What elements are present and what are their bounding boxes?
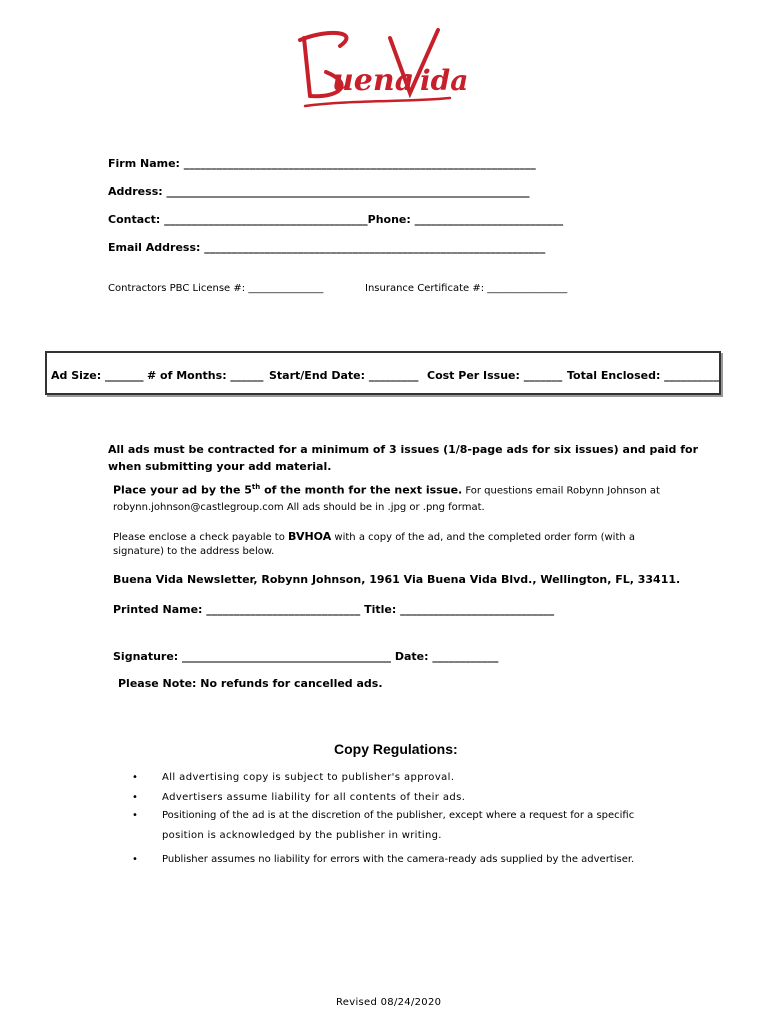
placement-deadline bbox=[113, 483, 660, 497]
placement-bold-pre: Place your ad by the 5 bbox=[113, 483, 252, 497]
copy-regulations-heading: Copy Regulations: bbox=[334, 741, 458, 757]
cost-per-issue-field[interactable]: Cost Per Issue: _______ bbox=[427, 369, 563, 382]
ad-details-box bbox=[45, 351, 721, 395]
email-address-field[interactable]: Email Address: ______________________________________________________________ bbox=[108, 241, 546, 254]
check-instructions-line-2: signature) to the address below. bbox=[113, 546, 275, 557]
signature-date-field[interactable]: Signature: ______________________________________ Date: ____________ bbox=[113, 650, 499, 663]
placement-rest: For questions email Robynn Johnson at bbox=[462, 485, 660, 497]
license-field[interactable]: Contractors PBC License #: _______________ bbox=[108, 283, 324, 294]
bullet-1: • bbox=[132, 772, 138, 783]
bullet-4: • bbox=[132, 854, 138, 865]
insurance-field[interactable]: Insurance Certificate #: ________________ bbox=[365, 283, 568, 294]
address-field[interactable]: Address: __________________________________________________________________ bbox=[108, 185, 530, 198]
contact-email-line: robynn.johnson@castlegroup.com All ads should be in .jpg or .png format. bbox=[113, 502, 485, 513]
regulation-4: Publisher assumes no liability for errors with the camera-ready ads supplied by the advertiser. bbox=[162, 854, 635, 865]
regulation-2: Advertisers assume liability for all contents of their ads. bbox=[162, 792, 466, 803]
terms-line-1: All ads must be contracted for a minimum of 3 issues (1/8-page ads for six issues) and paid for bbox=[108, 443, 699, 456]
bullet-3: • bbox=[132, 810, 138, 821]
regulation-3a: Positioning of the ad is at the discretion of the publisher, except where a request for a specific bbox=[162, 810, 635, 821]
terms-line-2: when submitting your add material. bbox=[108, 460, 332, 473]
placement-sup: th bbox=[251, 483, 261, 491]
buena-vida-logo bbox=[270, 18, 470, 118]
svg-text:ida: ida bbox=[420, 64, 469, 97]
check-post: with a copy of the ad, and the completed order form (with a bbox=[331, 532, 636, 543]
months-field[interactable]: # of Months: ______ bbox=[147, 369, 264, 382]
svg-text:uena: uena bbox=[332, 63, 415, 98]
refund-note: Please Note: No refunds for cancelled ads. bbox=[118, 677, 383, 690]
placement-bold-post: of the month for the next issue. bbox=[260, 483, 463, 497]
check-pre: Please enclose a check payable to bbox=[113, 532, 289, 543]
check-instructions bbox=[113, 530, 635, 543]
printed-name-title-field[interactable]: Printed Name: ____________________________ Title: ____________________________ bbox=[113, 603, 555, 616]
check-payee: BVHOA bbox=[288, 530, 332, 543]
bullet-2: • bbox=[132, 792, 138, 803]
regulation-3b: position is acknowledged by the publisher in writing. bbox=[162, 830, 442, 841]
ad-size-field[interactable]: Ad Size: _______ bbox=[51, 369, 144, 382]
contact-phone-field[interactable]: Contact: _____________________________________Phone: ___________________________ bbox=[108, 213, 564, 226]
mailing-address: Buena Vida Newsletter, Robynn Johnson, 1961 Via Buena Vida Blvd., Wellington, FL, 33411. bbox=[113, 573, 681, 586]
regulation-1: All advertising copy is subject to publisher's approval. bbox=[162, 772, 455, 783]
total-enclosed-field[interactable]: Total Enclosed: __________ bbox=[567, 369, 720, 382]
firm-name-field[interactable]: Firm Name: ________________________________________________________________ bbox=[108, 157, 536, 170]
revision-date: Revised 08/24/2020 bbox=[336, 997, 442, 1008]
start-end-date-field[interactable]: Start/End Date: _________ bbox=[269, 369, 419, 382]
